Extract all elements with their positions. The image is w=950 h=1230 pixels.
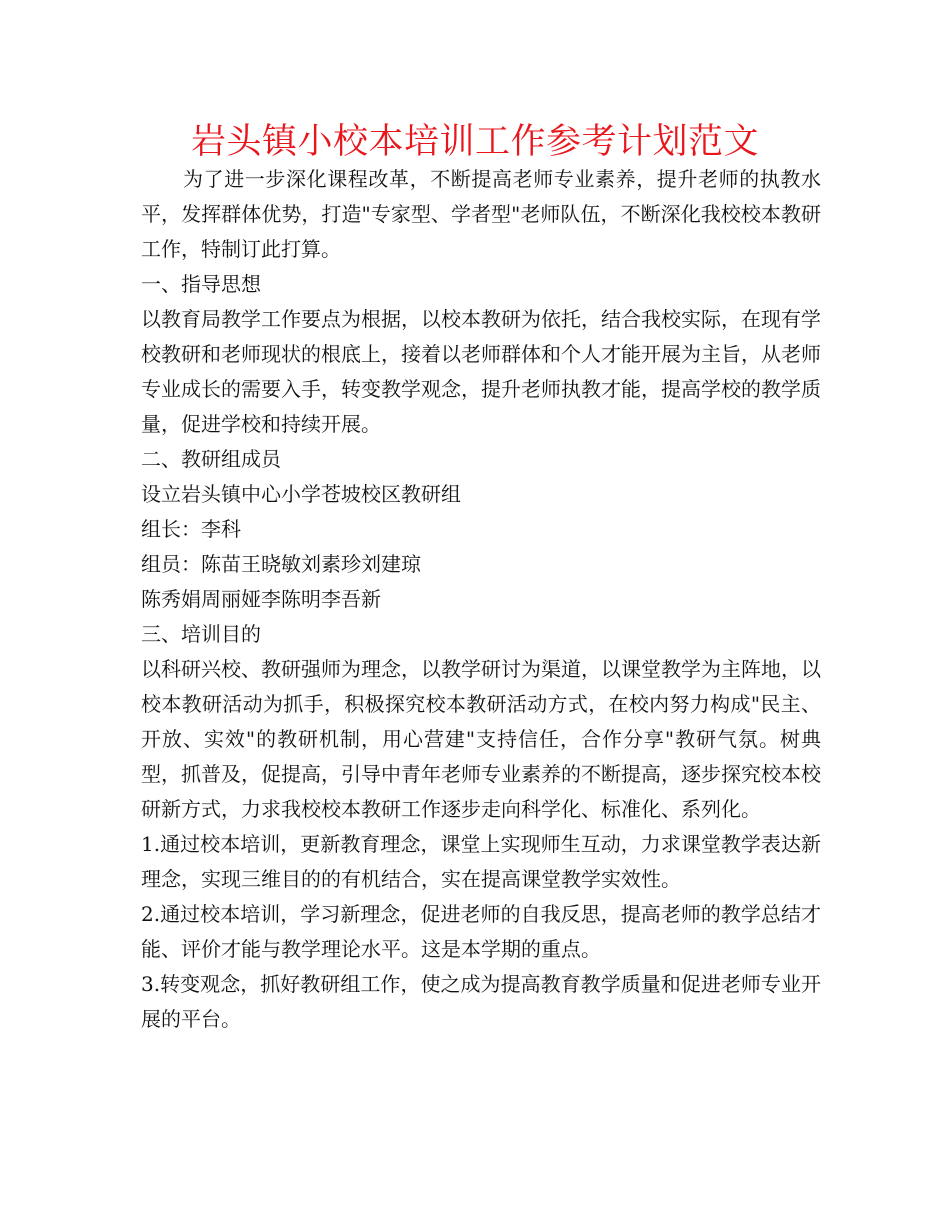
goal-item-2: 2.通过校本培训，学习新理念，促进老师的自我反思，提高老师的教学总结才能、评价才能与教学理论水平。这是本学期的重点。: [141, 902, 821, 961]
group-members-line-2: 陈秀娟周丽娅李陈明李吾新: [141, 587, 381, 611]
goal-item-1: 1.通过校本培训，更新教育理念，课堂上实现师生互动，力求课堂教学表达新理念，实现三维目的的有机结合，实在提高课堂教学实效性。: [141, 832, 821, 891]
goal-item-3: 3.转变观念，抓好教研组工作，使之成为提高教育教学质量和促进老师专业开展的平台。: [141, 972, 821, 1031]
research-group-line: 设立岩头镇中心小学苍坡校区教研组: [141, 482, 461, 506]
group-members-line: 组员：陈苗王晓敏刘素珍刘建琼: [141, 552, 421, 576]
guiding-ideology-paragraph: 以教育局教学工作要点为根据，以校本教研为依托，结合我校实际，在现有学校教研和老师现状的根底上，接着以老师群体和个人才能开展为主旨，从老师专业成长的需要入手，转变教学观念，提升老师执教才能，提高学校的教学质量，促进学校和持续开展。: [141, 307, 821, 436]
section-heading-research-group: 二、教研组成员: [141, 447, 281, 471]
group-leader-line: 组长：李科: [141, 517, 241, 541]
document-body: [141, 162, 821, 1037]
section-heading-guiding-ideology: 一、指导思想: [141, 272, 261, 296]
section-heading-training-goals: 三、培训目的: [141, 622, 261, 646]
training-goals-paragraph: 以科研兴校、教研强师为理念，以教学研讨为渠道，以课堂教学为主阵地，以校本教研活动为抓手，积极探究校本教研活动方式，在校内努力构成"民主、开放、实效"的教研机制，用心营建"支持信任，合作分享"教研气氛。树典型，抓普及，促提高，引导中青年老师专业素养的不断提高，逐步探究校本校研新方式，力求我校校本教研工作逐步走向科学化、标准化、系列化。: [141, 657, 821, 821]
intro-paragraph: 为了进一步深化课程改革，不断提高老师专业素养，提升老师的执教水平，发挥群体优势，打造"专家型、学者型"老师队伍，不断深化我校校本教研工作，特制订此打算。: [141, 167, 821, 261]
document-title: 岩头镇小校本培训工作参考计划范文: [190, 122, 759, 162]
